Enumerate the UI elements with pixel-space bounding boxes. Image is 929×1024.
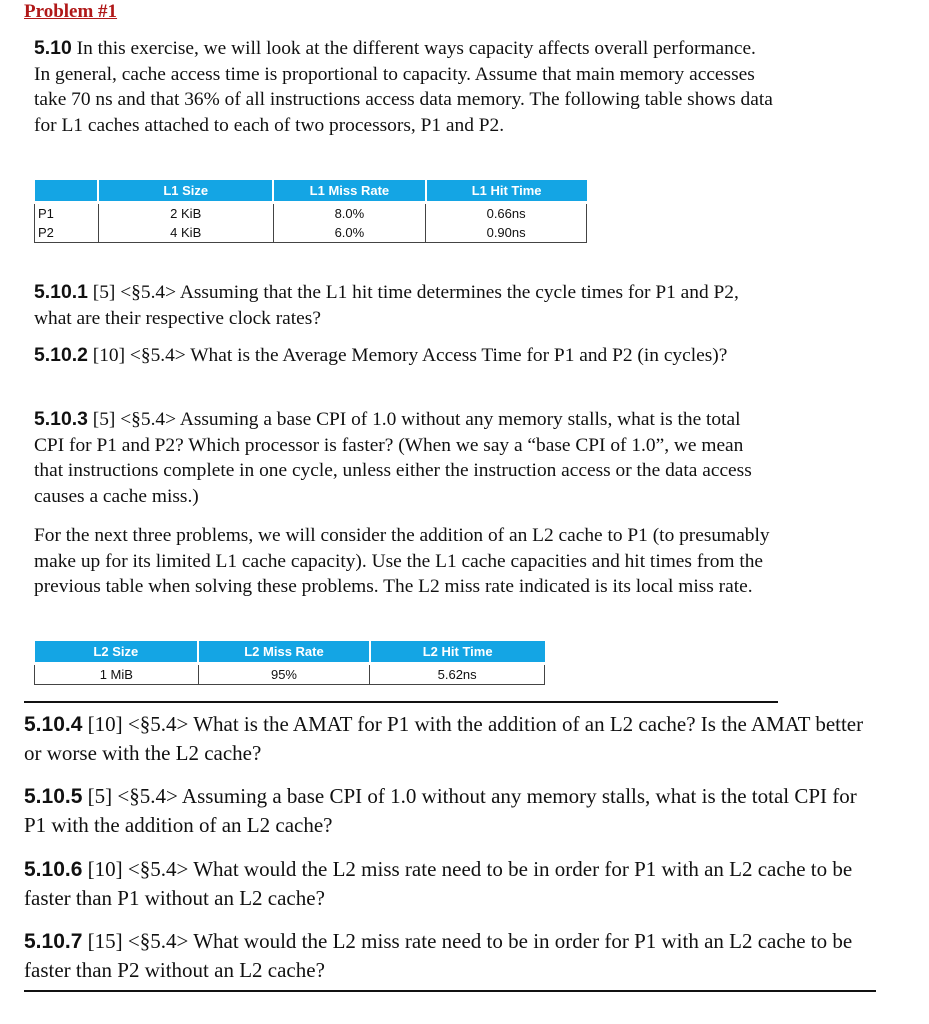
table-row	[35, 203, 587, 224]
question-number: 5.10.4	[24, 713, 83, 736]
question-number: 5.10.2	[34, 344, 88, 366]
table-cell: 6.0%	[273, 223, 426, 243]
row-label: P2	[35, 223, 99, 243]
question-tag: [5] <§5.4>	[87, 784, 178, 808]
question-number: 5.10.6	[24, 858, 83, 881]
question-tag: [10] <§5.4>	[87, 857, 189, 881]
row-label: P1	[35, 203, 99, 224]
question-number: 5.10.3	[34, 408, 88, 430]
table-header-row	[35, 641, 545, 664]
column-header: L2 Hit Time	[370, 641, 545, 664]
column-header: L2 Size	[35, 641, 199, 664]
column-header: L2 Miss Rate	[198, 641, 370, 664]
question-text: Assuming a base CPI of 1.0 without any memory stalls, what is the total CPI for P1 with the addition of an L2 cache?	[24, 784, 857, 837]
exercise-number: 5.10	[34, 37, 72, 59]
column-header	[35, 180, 99, 203]
l2-cache-table	[34, 641, 545, 685]
table-cell: 95%	[198, 664, 370, 685]
bottom-divider	[24, 990, 876, 992]
column-header: L1 Miss Rate	[273, 180, 426, 203]
question-text: What is the AMAT for P1 with the addition of an L2 cache? Is the AMAT better or worse with the L2 cache?	[24, 712, 864, 765]
question-tag: [10] <§5.4>	[87, 712, 189, 736]
table-header-row	[35, 180, 587, 203]
table-cell: 8.0%	[273, 203, 426, 224]
question-tag: [10] <§5.4>	[92, 345, 186, 366]
table-row	[35, 664, 545, 685]
table-row	[35, 223, 587, 243]
top-divider	[24, 701, 778, 703]
question-5-10-4	[24, 710, 874, 767]
intro-paragraph	[34, 36, 774, 138]
table-cell: 5.62ns	[370, 664, 545, 685]
l2-intro-paragraph: For the next three problems, we will consider the addition of an L2 cache to P1 (to presumably make up for its limited L1 cache capacity). Use the L1 cache capacities and hit times from the previous table when solving these problems. The L2 miss rate indicated is its local miss rate.	[34, 525, 770, 597]
l1-cache-table	[34, 180, 587, 243]
table-cell: 0.90ns	[426, 223, 587, 243]
question-text: What is the Average Memory Access Time for P1 and P2 (in cycles)?	[190, 345, 728, 366]
table-cell: 1 MiB	[35, 664, 199, 685]
question-text: What would the L2 miss rate need to be in order for P1 with an L2 cache to be faster than P1 without an L2 cache?	[24, 857, 853, 910]
intro-text: In this exercise, we will look at the different ways capacity affects overall performance. In general, cache access time is proportional to capacity. Assume that main memory accesses take 70 ns and that 36% of all instructions access data memory. The following table shows data for L1 caches attached to each of two processors, P1 and P2.	[34, 38, 773, 136]
question-tag: [5] <§5.4>	[92, 282, 177, 303]
question-5-10-1	[34, 280, 774, 331]
table-cell: 4 KiB	[98, 223, 273, 243]
question-text: Assuming that the L1 hit time determines the cycle times for P1 and P2, what are their respective clock rates?	[34, 282, 739, 329]
question-tag: [5] <§5.4>	[92, 409, 177, 430]
question-tag: [15] <§5.4>	[87, 929, 189, 953]
question-number: 5.10.1	[34, 281, 88, 303]
question-number: 5.10.7	[24, 930, 83, 953]
question-number: 5.10.5	[24, 785, 83, 808]
column-header: L1 Hit Time	[426, 180, 587, 203]
question-text: What would the L2 miss rate need to be in order for P1 with an L2 cache to be faster than P2 without an L2 cache?	[24, 929, 853, 982]
question-5-10-6	[24, 855, 874, 912]
table-cell: 0.66ns	[426, 203, 587, 224]
column-header: L1 Size	[98, 180, 273, 203]
question-5-10-5	[24, 782, 874, 839]
question-5-10-2	[34, 343, 774, 369]
table-cell: 2 KiB	[98, 203, 273, 224]
question-text: Assuming a base CPI of 1.0 without any memory stalls, what is the total CPI for P1 and P2? Which processor is faster? (When we say a “base CPI of 1.0”, we mean that instructions complete in one cycle, unless either the instruction access or the data access causes a cache miss.)	[34, 409, 752, 507]
question-5-10-7	[24, 927, 874, 984]
problem-title: Problem #1	[24, 1, 118, 22]
question-5-10-3	[34, 407, 774, 509]
